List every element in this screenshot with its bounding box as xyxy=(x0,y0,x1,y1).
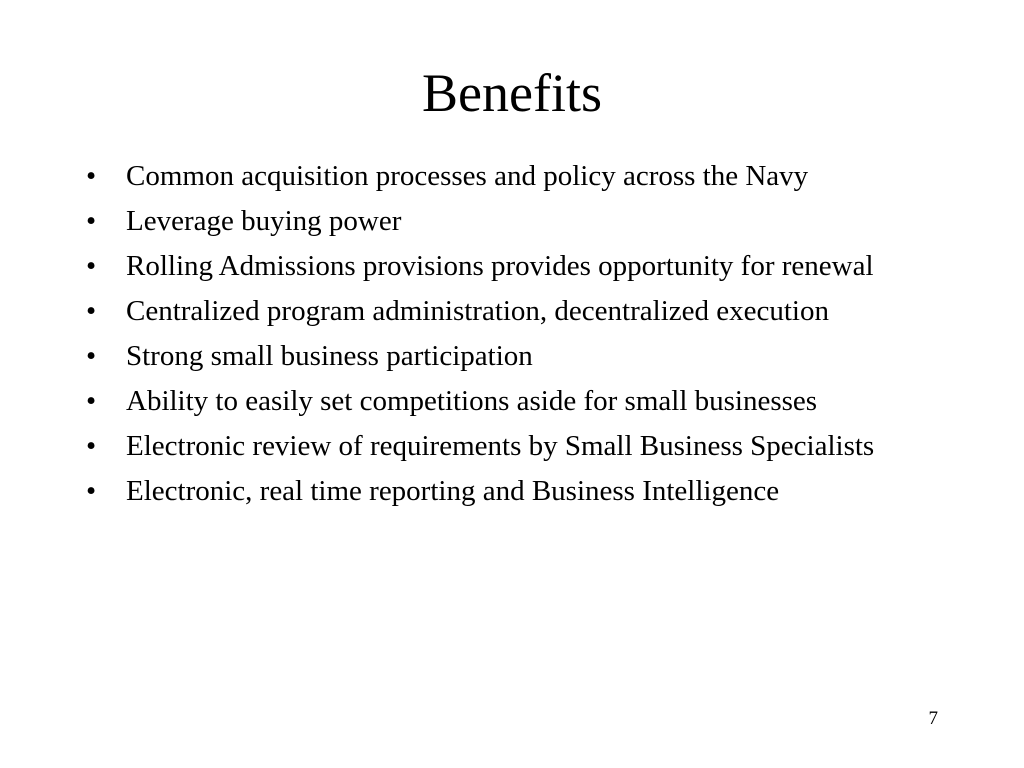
bullet-icon: • xyxy=(86,340,97,372)
bullet-icon: • xyxy=(86,250,97,282)
list-item xyxy=(86,428,946,464)
list-item xyxy=(86,158,946,194)
list-item xyxy=(86,203,946,239)
list-item-text: Ability to easily set competitions aside for small businesses xyxy=(126,385,818,417)
bullet-icon: • xyxy=(86,160,97,192)
list-item-text: Common acquisition processes and policy across the Navy xyxy=(126,160,809,192)
list-item xyxy=(86,338,946,374)
list-item xyxy=(86,473,946,509)
bullet-list xyxy=(86,158,946,518)
bullet-icon: • xyxy=(86,385,97,417)
slide-title: Benefits xyxy=(422,63,602,123)
bullet-icon: • xyxy=(86,475,97,507)
list-item-text: Electronic review of requirements by Small Business Specialists xyxy=(126,430,875,462)
list-item-text: Strong small business participation xyxy=(126,340,533,372)
list-item xyxy=(86,383,946,419)
page-number: 7 xyxy=(928,708,938,729)
list-item-text: Centralized program administration, decentralized execution xyxy=(126,295,829,327)
list-item-text: Rolling Admissions provisions provides opportunity for renewal xyxy=(126,250,874,282)
bullet-icon: • xyxy=(86,205,97,237)
list-item xyxy=(86,293,946,329)
list-item-text: Leverage buying power xyxy=(126,205,402,237)
list-item xyxy=(86,248,946,284)
list-item-text: Electronic, real time reporting and Business Intelligence xyxy=(126,475,780,507)
bullet-icon: • xyxy=(86,430,97,462)
bullet-icon: • xyxy=(86,295,97,327)
